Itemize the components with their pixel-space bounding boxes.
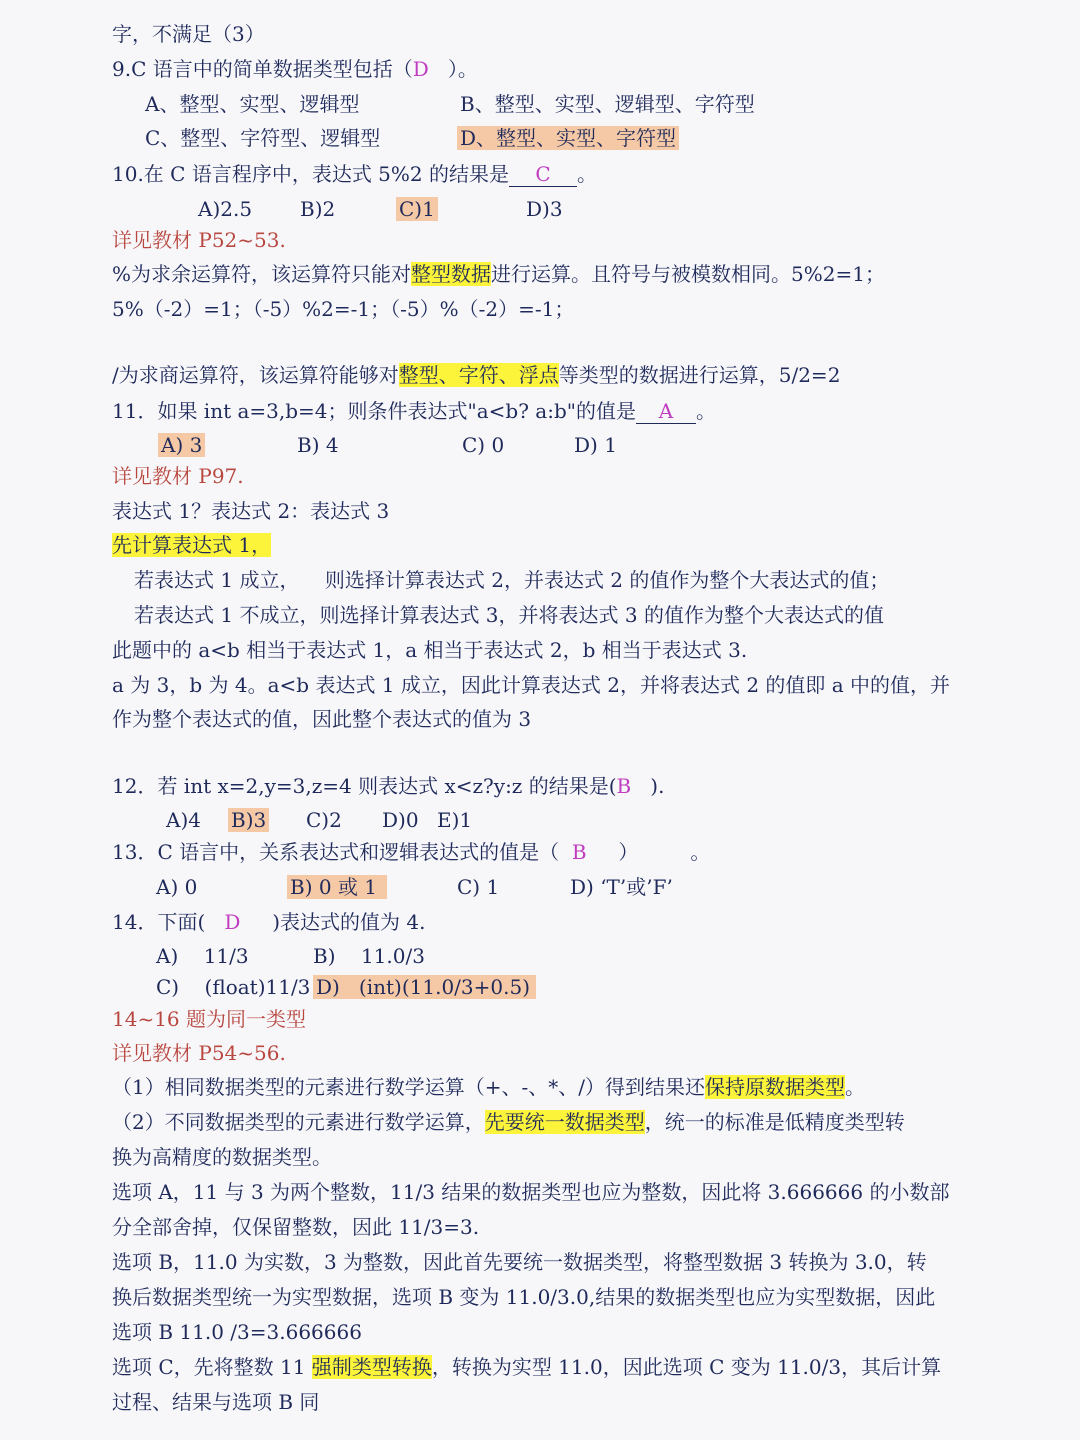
textbook-reference: 详见教材 P52~53. <box>112 228 286 252</box>
textbook-reference: 详见教材 P97. <box>112 464 244 488</box>
explanation-line: 选项 B 11.0 /3=3.666666 <box>112 1320 362 1344</box>
explanation-line: （2）不同数据类型的元素进行数学运算，先要统一数据类型，统一的标准是低精度类型转 <box>112 1110 905 1134</box>
option-a: A) 11/3 <box>156 944 249 968</box>
option-c: C) (float)11/3 <box>156 975 311 999</box>
option-c: C)2 <box>306 808 342 832</box>
option-d: D)3 <box>526 197 563 221</box>
option-b: B)2 <box>300 197 336 221</box>
option-c: C) 1 <box>457 875 500 899</box>
option-a: A)4 <box>166 808 201 832</box>
explanation-line: 换后数据类型统一为实型数据，选项 B 变为 11.0/3.0,结果的数据类型也应为实型数据，因此 <box>112 1285 936 1309</box>
question-14: 14．下面( D )表达式的值为 4. <box>112 910 426 934</box>
answer-mark: B <box>571 840 587 864</box>
explanation-line: 过程、结果与选项 B 同 <box>112 1390 320 1414</box>
option-a-correct: A) 3 <box>158 431 205 459</box>
question-10: 10.在 C 语言程序中，表达式 5%2 的结果是 C 。 <box>112 162 597 186</box>
option-b: B) 11.0/3 <box>313 944 425 968</box>
option-b-correct: B)3 <box>228 806 269 834</box>
explanation-line: 换为高精度的数据类型。 <box>112 1145 332 1169</box>
answer-mark: B <box>616 774 632 798</box>
explanation-line: a 为 3，b 为 4。a<b 表达式 1 成立，因此计算表达式 2，并将表达式 2 的值即 a 中的值，并 <box>112 673 951 697</box>
option-a: A) 0 <box>156 875 198 899</box>
option-c: C、整型、字符型、逻辑型 <box>145 126 381 150</box>
option-d-correct: D、整型、实型、字符型 <box>457 124 679 152</box>
option-b: B、整型、实型、逻辑型、字符型 <box>460 92 755 116</box>
option-a: A、整型、实型、逻辑型 <box>145 92 360 116</box>
explanation-line: 选项 B，11.0 为实数，3 为整数，因此首先要统一数据类型，将整型数据 3 转换为 3.0，转 <box>112 1250 927 1274</box>
option-d: D) 1 <box>574 433 617 457</box>
explanation-line: %为求余运算符，该运算符只能对整型数据进行运算。且符号与被模数相同。5%2=1； <box>112 262 885 286</box>
question-12: 12．若 int x=2,y=3,z=4 则表达式 x<z?y:z 的结果是(B ). <box>112 774 665 798</box>
answer-mark: D <box>412 57 429 81</box>
option-a: A)2.5 <box>198 197 253 221</box>
explanation-line: 若表达式 1 不成立，则选择计算表达式 3，并将表达式 3 的值作为整个大表达式的值 <box>134 603 884 627</box>
explanation-line: 若表达式 1 成立， 则选择计算表达式 2，并表达式 2 的值作为整个大表达式的值； <box>134 568 890 592</box>
question-13: 13．C 语言中，关系表达式和逻辑表达式的值是（ B ） 。 <box>112 840 711 864</box>
group-note: 14~16 题为同一类型 <box>112 1007 307 1031</box>
option-b-correct: B) 0 或 1 <box>287 873 387 901</box>
textbook-reference: 详见教材 P54~56. <box>112 1041 286 1065</box>
option-b: B) 4 <box>297 433 339 457</box>
explanation-line: 先计算表达式 1， <box>112 533 272 557</box>
option-d: D) ‘T’或’F’ <box>570 875 673 899</box>
explanation-line: 选项 A，11 与 3 为两个整数，11/3 结果的数据类型也应为整数，因此将 3.666666 的小数部 <box>112 1180 950 1204</box>
option-c: C) 0 <box>462 433 505 457</box>
explanation-line: 表达式 1？表达式 2：表达式 3 <box>112 499 390 523</box>
explanation-line: 此题中的 a<b 相当于表达式 1，a 相当于表达式 2，b 相当于表达式 3. <box>112 638 748 662</box>
explanation-line: /为求商运算符，该运算符能够对整型、字符、浮点等类型的数据进行运算，5/2=2 <box>112 363 841 387</box>
option-d-correct: D) (int)(11.0/3+0.5) <box>313 973 536 1001</box>
explanation-line: 作为整个表达式的值，因此整个表达式的值为 3 <box>112 707 532 731</box>
text-line: 字，不满足（3） <box>112 22 265 46</box>
explanation-line: 选项 C，先将整数 11 强制类型转换，转换为实型 11.0，因此选项 C 变为 11.0/3，其后计算 <box>112 1355 942 1379</box>
answer-mark: C <box>535 162 551 186</box>
option-c-correct: C)1 <box>396 195 438 223</box>
answer-mark: D <box>224 910 241 934</box>
option-d: D)0 <box>382 808 419 832</box>
option-e: E)1 <box>437 808 473 832</box>
answer-mark: A <box>658 399 674 423</box>
explanation-line: （1）相同数据类型的元素进行数学运算（+、-、*、/）得到结果还保持原数据类型。 <box>112 1075 865 1099</box>
explanation-line: 5%（-2）=1；（-5）%2=-1；（-5）%（-2）=-1； <box>112 297 575 321</box>
question-9: 9.C 语言中的简单数据类型包括（D ）。 <box>112 57 478 81</box>
question-11: 11．如果 int a=3,b=4；则条件表达式"a<b? a:b"的值是 A 。 <box>112 399 716 423</box>
explanation-line: 分全部舍掉，仅保留整数，因此 11/3=3. <box>112 1215 480 1239</box>
